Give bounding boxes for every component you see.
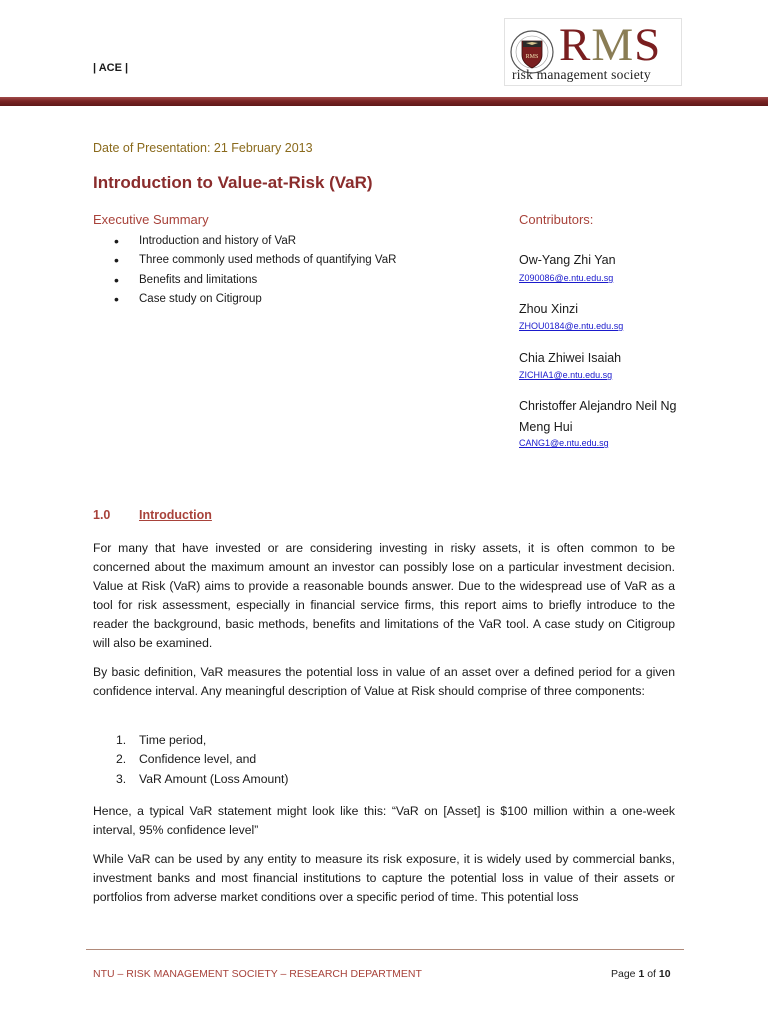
header-bar xyxy=(0,97,768,106)
summary-item: • Benefits and limitations xyxy=(114,271,396,290)
summary-item: • Case study on Citigroup xyxy=(114,290,396,309)
logo-letter-m: M xyxy=(591,19,635,71)
summary-item: • Three commonly used methods of quantifying VaR xyxy=(114,251,396,270)
paragraph: By basic definition, VaR measures the potential loss in value of an asset over a defined period for a given confidence interval. Any meaningful description of Value at Risk should comprise of three components: xyxy=(93,665,675,698)
contributor-name: Christoffer Alejandro Neil Ng xyxy=(519,399,677,413)
header-tag: | ACE | xyxy=(93,62,129,74)
footer-divider xyxy=(86,949,684,950)
document-title: Introduction to Value-at-Risk (VaR) xyxy=(93,173,373,192)
contributor-email-link[interactable]: ZICHIA1@e.ntu.edu.sg xyxy=(519,370,613,380)
executive-summary-heading: Executive Summary xyxy=(93,212,209,227)
contributor-email-link[interactable]: CANG1@e.ntu.edu.sg xyxy=(519,438,609,448)
contributor-name: Ow-Yang Zhi Yan xyxy=(519,253,616,267)
page-indicator: Page 1 of 10 xyxy=(611,968,671,980)
logo-tagline: risk management society xyxy=(512,67,651,82)
component-item: 3. VaR Amount (Loss Amount) xyxy=(116,771,289,786)
executive-summary-list xyxy=(114,232,396,310)
seal-lettering: RMS xyxy=(525,54,539,60)
component-item: 2. Confidence level, and xyxy=(116,752,257,767)
contributor-name-continued: Meng Hui xyxy=(519,420,573,434)
contributor-email-link[interactable]: ZHOU0184@e.ntu.edu.sg xyxy=(519,321,624,331)
paragraph: For many that have invested or are considering investing in risky assets, it is often common to be concerned about the maximum amount an investor can possibly lose on a particular investment decision. Value at Risk (VaR) aims to provide a reasonable bounds answer. Due to the widespread use of VaR as a tool for risk assessment, especially in financial service firms, this report aims to briefly introduce to the reader the background, basic methods, benefits and limitations of the VaR tool. A case study on Citigroup will also be examined. xyxy=(93,541,675,650)
contributor-email-link[interactable]: Z090086@e.ntu.edu.sg xyxy=(519,273,614,283)
contributors-heading: Contributors: xyxy=(519,212,594,227)
summary-item: • Introduction and history of VaR xyxy=(114,232,396,251)
paragraph: While VaR can be used by any entity to measure its risk exposure, it is widely used by commercial banks, investment banks and most financial institutions to capture the potential loss in value of their assets or portfolios from adverse market conditions over a specific period of time. This potential loss xyxy=(93,852,675,904)
logo-wordmark xyxy=(559,20,661,70)
paragraph: Hence, a typical VaR statement might look like this: “VaR on [Asset] is $100 million within a one-week interval, 95% confidence level” xyxy=(93,804,675,837)
contributor-name: Zhou Xinzi xyxy=(519,302,579,316)
section-number: 1.0 xyxy=(93,508,111,522)
presentation-date: Date of Presentation: 21 February 2013 xyxy=(93,141,313,155)
logo-letter-s: S xyxy=(634,19,662,71)
logo-letter-r: R xyxy=(559,19,592,71)
rms-logo xyxy=(504,18,682,86)
footer-department: NTU – RISK MANAGEMENT SOCIETY – RESEARCH DEPARTMENT xyxy=(93,968,422,980)
section-heading xyxy=(93,508,212,522)
component-item: 1. Time period, xyxy=(116,733,207,747)
components-list xyxy=(116,731,288,789)
section-title: Introduction xyxy=(139,508,212,522)
contributor-name: Chia Zhiwei Isaiah xyxy=(519,351,622,365)
